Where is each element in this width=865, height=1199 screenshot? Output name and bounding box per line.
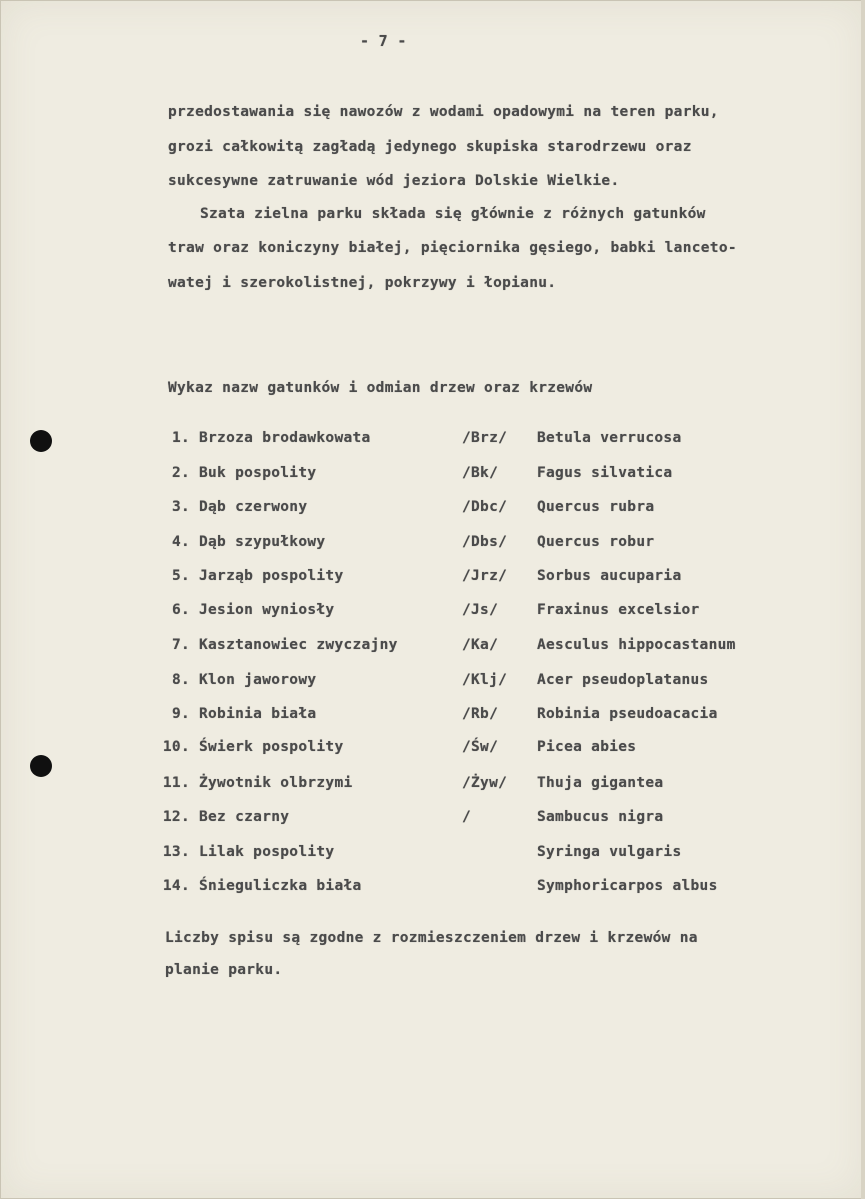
species-latin-name: Betula verrucosa (537, 430, 682, 446)
species-number: 10. (162, 739, 190, 755)
species-latin-name: Robinia pseudoacacia (537, 706, 718, 722)
species-latin-name: Sambucus nigra (537, 809, 664, 825)
species-latin-name: Quercus robur (537, 534, 655, 550)
species-latin-name: Acer pseudoplatanus (537, 672, 709, 688)
species-polish-name: Dąb szypułkowy (199, 534, 326, 550)
species-abbreviation: /Jrz/ (462, 568, 508, 584)
paragraph-line: watej i szerokolistnej, pokrzywy i łopianu. (168, 275, 557, 291)
footer-line: planie parku. (165, 962, 283, 978)
species-abbreviation: /Dbc/ (462, 499, 508, 515)
species-row (0, 602, 865, 626)
species-row (0, 706, 865, 730)
species-polish-name: Buk pospolity (199, 465, 317, 481)
species-number: 2. (171, 465, 190, 481)
section-title: Wykaz nazw gatunków i odmian drzew oraz krzewów (168, 380, 593, 396)
species-latin-name: Symphoricarpos albus (537, 878, 718, 894)
species-number: 4. (171, 534, 190, 550)
species-latin-name: Syringa vulgaris (537, 844, 682, 860)
paragraph-line: sukcesywne zatruwanie wód jeziora Dolskie Wielkie. (168, 173, 620, 189)
species-row (0, 672, 865, 696)
species-polish-name: Jesion wyniosły (199, 602, 335, 618)
species-polish-name: Żywotnik olbrzymi (199, 775, 353, 791)
species-latin-name: Fraxinus excelsior (537, 602, 700, 618)
species-latin-name: Fagus silvatica (537, 465, 673, 481)
species-abbreviation: /Św/ (462, 739, 499, 755)
paragraph-line: przedostawania się nawozów z wodami opadowymi na teren parku, (168, 104, 719, 120)
species-row (0, 809, 865, 833)
species-polish-name: Bez czarny (199, 809, 290, 825)
species-polish-name: Śnieguliczka biała (199, 878, 362, 894)
paragraph-line: grozi całkowitą zagładą jedynego skupiska starodrzewu oraz (168, 139, 692, 155)
species-number: 13. (162, 844, 190, 860)
species-number: 3. (171, 499, 190, 515)
species-polish-name: Klon jaworowy (199, 672, 317, 688)
species-polish-name: Brzoza brodawkowata (199, 430, 371, 446)
species-number: 14. (162, 878, 190, 894)
paragraph-line: traw oraz koniczyny białej, pięciornika gęsiego, babki lanceto- (168, 240, 737, 256)
footer-line: Liczby spisu są zgodne z rozmieszczeniem drzew i krzewów na (165, 930, 698, 946)
species-row (0, 534, 865, 558)
species-abbreviation: /Js/ (462, 602, 499, 618)
species-number: 8. (171, 672, 190, 688)
species-number: 11. (162, 775, 190, 791)
species-row (0, 878, 865, 902)
species-polish-name: Robinia biała (199, 706, 317, 722)
species-row (0, 775, 865, 799)
species-latin-name: Quercus rubra (537, 499, 655, 515)
species-latin-name: Sorbus aucuparia (537, 568, 682, 584)
species-row (0, 568, 865, 592)
species-polish-name: Świerk pospolity (199, 739, 344, 755)
species-latin-name: Aesculus hippocastanum (537, 637, 736, 653)
species-row (0, 430, 865, 454)
page-edge (861, 0, 865, 1199)
species-abbreviation: /Rb/ (462, 706, 499, 722)
species-abbreviation: /Bk/ (462, 465, 499, 481)
species-abbreviation: / (462, 809, 472, 825)
species-number: 7. (171, 637, 190, 653)
species-abbreviation: /Klj/ (462, 672, 508, 688)
species-row (0, 499, 865, 523)
species-latin-name: Thuja gigantea (537, 775, 664, 791)
page-number: - 7 - (360, 32, 407, 50)
species-latin-name: Picea abies (537, 739, 637, 755)
species-number: 5. (171, 568, 190, 584)
species-abbreviation: /Żyw/ (462, 775, 508, 791)
species-row (0, 844, 865, 868)
species-polish-name: Jarząb pospolity (199, 568, 344, 584)
species-row (0, 637, 865, 661)
species-number: 6. (171, 602, 190, 618)
species-number: 1. (171, 430, 190, 446)
species-row (0, 739, 865, 763)
species-number: 9. (171, 706, 190, 722)
species-polish-name: Lilak pospolity (199, 844, 335, 860)
species-abbreviation: /Dbs/ (462, 534, 508, 550)
species-polish-name: Dąb czerwony (199, 499, 308, 515)
species-row (0, 465, 865, 489)
species-abbreviation: /Brz/ (462, 430, 508, 446)
species-abbreviation: /Ka/ (462, 637, 499, 653)
species-polish-name: Kasztanowiec zwyczajny (199, 637, 398, 653)
paragraph-line: Szata zielna parku składa się głównie z różnych gatunków (200, 206, 706, 222)
species-number: 12. (162, 809, 190, 825)
